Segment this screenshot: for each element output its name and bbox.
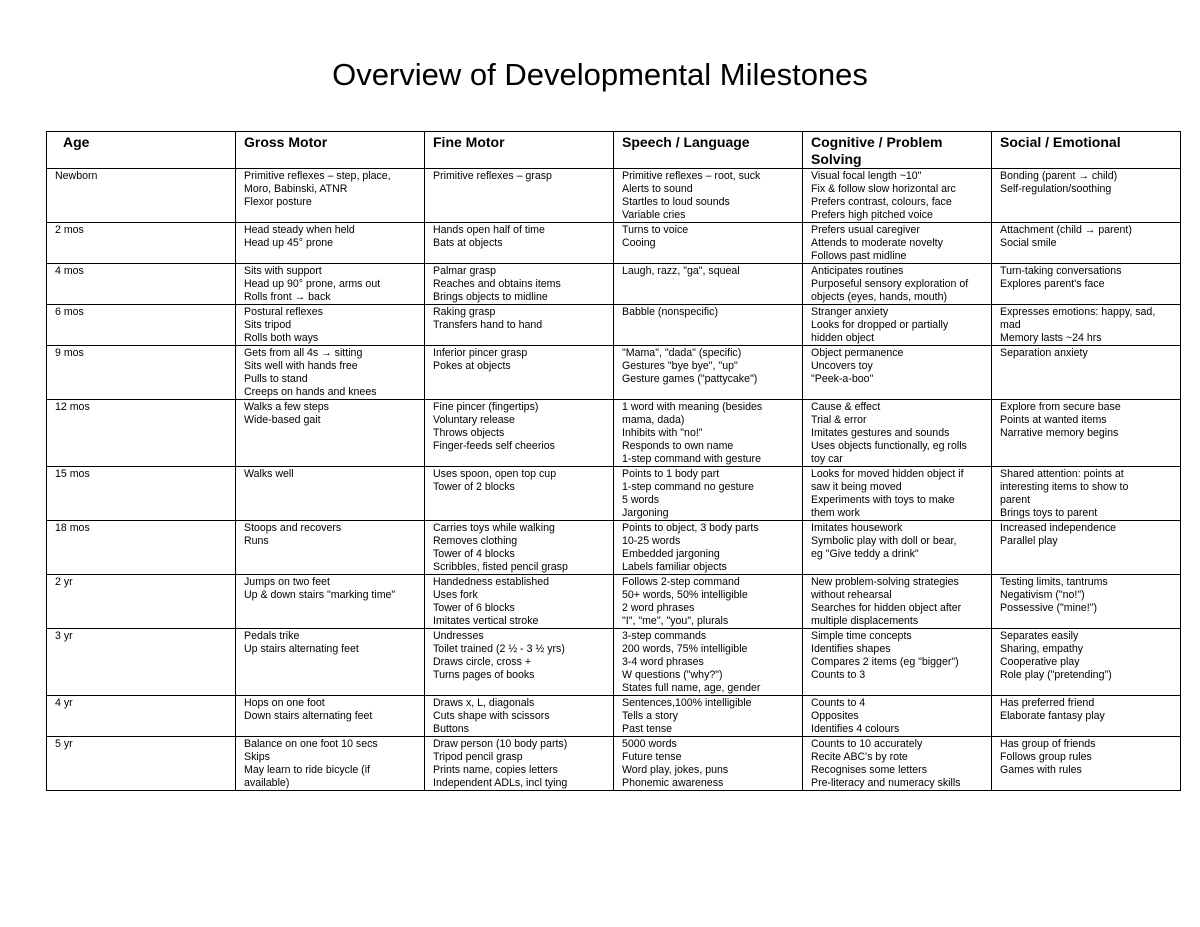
cell-line: Walks well (244, 468, 294, 480)
cell-line: Self-regulation/soothing (1000, 183, 1112, 195)
table-row (47, 169, 1181, 223)
cell-line: Stoops and recovers (244, 522, 342, 534)
cell-line: interesting items to show to (1000, 481, 1129, 493)
cell-line: Separation anxiety (1000, 347, 1088, 359)
cell-line: Uses objects functionally, eg rolls (811, 440, 967, 452)
fine-motor-cell (425, 629, 614, 696)
gross-motor-cell (236, 521, 425, 575)
cell-line: Babble (nonspecific) (622, 306, 718, 318)
cell-line: Rolls both ways (244, 332, 319, 344)
cell-line: "I", "me", "you", plurals (622, 615, 729, 627)
cell-line: Reaches and obtains items (433, 278, 561, 290)
cell-line: Pokes at objects (433, 360, 511, 372)
age-cell: 15 mos (47, 467, 236, 521)
header-age: Age (47, 132, 236, 169)
fine-motor-cell (425, 346, 614, 400)
table-row (47, 346, 1181, 400)
cell-line: without rehearsal (811, 589, 892, 601)
cell-line: Laugh, razz, "ga", squeal (622, 265, 740, 277)
cell-line: Prefers high pitched voice (811, 209, 933, 221)
cell-line: States full name, age, gender (622, 682, 761, 694)
social-emotional-cell (992, 264, 1181, 305)
cell-line: Opposites (811, 710, 859, 722)
cell-line: Tower of 6 blocks (433, 602, 515, 614)
cell-line: Buttons (433, 723, 469, 735)
cell-line: Symbolic play with doll or bear, (811, 535, 957, 547)
cell-line: Gets from all 4s → sitting (244, 347, 363, 359)
cell-line: Cooperative play (1000, 656, 1080, 668)
cell-line: mama, dada) (622, 414, 685, 426)
speech-language-cell (614, 305, 803, 346)
cell-line: Creeps on hands and knees (244, 386, 377, 398)
cell-line: Bonding (parent → child) (1000, 170, 1118, 182)
cell-line: Pedals trike (244, 630, 300, 642)
cell-line: Head steady when held (244, 224, 355, 236)
age-cell: 9 mos (47, 346, 236, 400)
cell-line: Cooing (622, 237, 656, 249)
social-emotional-cell (992, 346, 1181, 400)
table-body (47, 169, 1181, 791)
cell-line: Role play ("pretending") (1000, 669, 1112, 681)
cell-line: Runs (244, 535, 269, 547)
cell-line: Inferior pincer grasp (433, 347, 528, 359)
cell-line: Cause & effect (811, 401, 881, 413)
cell-line: Undresses (433, 630, 484, 642)
social-emotional-cell (992, 696, 1181, 737)
cell-line: 2 word phrases (622, 602, 695, 614)
cell-line: Alerts to sound (622, 183, 693, 195)
speech-language-cell (614, 629, 803, 696)
fine-motor-cell (425, 575, 614, 629)
age-cell: 18 mos (47, 521, 236, 575)
table-row (47, 400, 1181, 467)
gross-motor-cell (236, 400, 425, 467)
cognitive-cell (803, 169, 992, 223)
cell-line: 200 words, 75% intelligible (622, 643, 748, 655)
cell-line: Games with rules (1000, 764, 1082, 776)
cell-line: Counts to 4 (811, 697, 866, 709)
cell-line: Turns pages of books (433, 669, 535, 681)
age-cell: 6 mos (47, 305, 236, 346)
age-cell: Newborn (47, 169, 236, 223)
header-row (47, 132, 1181, 169)
cell-line: Independent ADLs, incl tying (433, 777, 568, 789)
cell-line: Tripod pencil grasp (433, 751, 523, 763)
speech-language-cell (614, 346, 803, 400)
fine-motor-cell (425, 737, 614, 791)
cell-line: Embedded jargoning (622, 548, 720, 560)
cell-line: Points at wanted items (1000, 414, 1107, 426)
table-row (47, 575, 1181, 629)
fine-motor-cell (425, 223, 614, 264)
cell-line: Sits well with hands free (244, 360, 358, 372)
age-cell: 2 yr (47, 575, 236, 629)
table-row (47, 467, 1181, 521)
cognitive-cell (803, 400, 992, 467)
cognitive-cell (803, 264, 992, 305)
cell-line: Compares 2 items (eg "bigger") (811, 656, 959, 668)
cell-line: Prefers usual caregiver (811, 224, 920, 236)
header-gross-motor: Gross Motor (236, 132, 425, 169)
cell-line: saw it being moved (811, 481, 902, 493)
cell-line: objects (eyes, hands, mouth) (811, 291, 948, 303)
cell-line: Startles to loud sounds (622, 196, 730, 208)
cell-line: 10-25 words (622, 535, 681, 547)
cell-line: Transfers hand to hand (433, 319, 543, 331)
cell-line: Prefers contrast, colours, face (811, 196, 952, 208)
cell-line: Imitates housework (811, 522, 903, 534)
cognitive-cell (803, 521, 992, 575)
cell-line: Voluntary release (433, 414, 515, 426)
cell-line: Purposeful sensory exploration of (811, 278, 969, 290)
cell-line: 1 word with meaning (besides (622, 401, 763, 413)
cell-line: Attends to moderate novelty (811, 237, 943, 249)
gross-motor-cell (236, 629, 425, 696)
cell-line: Head up 45° prone (244, 237, 334, 249)
cell-line: Explores parent's face (1000, 278, 1105, 290)
cell-line: Sentences,100% intelligible (622, 697, 752, 709)
cell-line: Draw person (10 body parts) (433, 738, 568, 750)
cell-line: Primitive reflexes – step, place, (244, 170, 391, 182)
cell-line: Finger-feeds self cheerios (433, 440, 555, 452)
cell-line: Recognises some letters (811, 764, 927, 776)
fine-motor-cell (425, 305, 614, 346)
cell-line: Turns to voice (622, 224, 689, 236)
cell-line: Fix & follow slow horizontal arc (811, 183, 956, 195)
cell-line: Brings toys to parent (1000, 507, 1098, 519)
cell-line: Brings objects to midline (433, 291, 548, 303)
cell-line: "Peek-a-boo" (811, 373, 874, 385)
table-row (47, 696, 1181, 737)
cell-line: Postural reflexes (244, 306, 323, 318)
cell-line: Trial & error (811, 414, 867, 426)
cell-line: Has preferred friend (1000, 697, 1095, 709)
header-speech-language: Speech / Language (614, 132, 803, 169)
cell-line: Negativism ("no!") (1000, 589, 1085, 601)
cognitive-cell (803, 223, 992, 264)
cell-line: Handedness established (433, 576, 550, 588)
fine-motor-cell (425, 521, 614, 575)
cell-line: 3-4 word phrases (622, 656, 704, 668)
cell-line: Primitive reflexes – root, suck (622, 170, 761, 182)
table-row (47, 223, 1181, 264)
cell-line: Anticipates routines (811, 265, 904, 277)
gross-motor-cell (236, 696, 425, 737)
cognitive-cell (803, 467, 992, 521)
cell-line: Looks for moved hidden object if (811, 468, 964, 480)
cell-line: Sharing, empathy (1000, 643, 1084, 655)
cognitive-cell (803, 737, 992, 791)
cell-line: Uncovers toy (811, 360, 873, 372)
cell-line: Head up 90° prone, arms out (244, 278, 381, 290)
cell-line: Turn-taking conversations (1000, 265, 1122, 277)
cell-line: 5 words (622, 494, 660, 506)
cell-line: New problem-solving strategies (811, 576, 959, 588)
cell-line: Expresses emotions: happy, sad, (1000, 306, 1156, 318)
cell-line: 5000 words (622, 738, 677, 750)
cell-line: Rolls front → back (244, 291, 331, 303)
header-fine-motor: Fine Motor (425, 132, 614, 169)
cognitive-cell (803, 629, 992, 696)
speech-language-cell (614, 696, 803, 737)
cell-line: Inhibits with "no!" (622, 427, 703, 439)
cell-line: Prints name, copies letters (433, 764, 558, 776)
table-row (47, 737, 1181, 791)
cell-line: Uses spoon, open top cup (433, 468, 557, 480)
fine-motor-cell (425, 467, 614, 521)
cell-line: Walks a few steps (244, 401, 329, 413)
cell-line: Fine pincer (fingertips) (433, 401, 539, 413)
cell-line: 1-step command no gesture (622, 481, 754, 493)
table-row (47, 521, 1181, 575)
cell-line: Carries toys while walking (433, 522, 555, 534)
social-emotional-cell (992, 223, 1181, 264)
cell-line: Wide-based gait (244, 414, 321, 426)
cell-line: multiple displacements (811, 615, 919, 627)
table-row (47, 305, 1181, 346)
cell-line: Identifies shapes (811, 643, 891, 655)
speech-language-cell (614, 737, 803, 791)
cell-line: Responds to own name (622, 440, 734, 452)
cognitive-cell (803, 305, 992, 346)
cell-line: Future tense (622, 751, 682, 763)
cell-line: 50+ words, 50% intelligible (622, 589, 748, 601)
cell-line: Follows 2-step command (622, 576, 740, 588)
gross-motor-cell (236, 737, 425, 791)
cell-line: Hands open half of time (433, 224, 545, 236)
social-emotional-cell (992, 169, 1181, 223)
cell-line: Up & down stairs "marking time" (244, 589, 396, 601)
gross-motor-cell (236, 264, 425, 305)
cell-line: Up stairs alternating feet (244, 643, 359, 655)
cell-line: Testing limits, tantrums (1000, 576, 1108, 588)
cell-line: Jumps on two feet (244, 576, 330, 588)
speech-language-cell (614, 264, 803, 305)
cell-line: May learn to ride bicycle (if (244, 764, 370, 776)
cell-line: Shared attention: points at (1000, 468, 1124, 480)
cell-line: Jargoning (622, 507, 669, 519)
cognitive-cell (803, 696, 992, 737)
gross-motor-cell (236, 467, 425, 521)
table-row (47, 629, 1181, 696)
cell-line: Recite ABC's by rote (811, 751, 908, 763)
cell-line: Skips (244, 751, 270, 763)
cell-line: Draws circle, cross + (433, 656, 532, 668)
cell-line: Cuts shape with scissors (433, 710, 550, 722)
cell-line: Word play, jokes, puns (622, 764, 729, 776)
cell-line: Pre-literacy and numeracy skills (811, 777, 961, 789)
cell-line: Parallel play (1000, 535, 1058, 547)
cell-line: Attachment (child → parent) (1000, 224, 1132, 236)
cell-line: Increased independence (1000, 522, 1117, 534)
age-cell: 2 mos (47, 223, 236, 264)
cell-line: Experiments with toys to make (811, 494, 955, 506)
cell-line: Sits tripod (244, 319, 292, 331)
header-social-emotional: Social / Emotional (992, 132, 1181, 169)
cell-line: Elaborate fantasy play (1000, 710, 1105, 722)
cell-line: Balance on one foot 10 secs (244, 738, 378, 750)
cell-line: Imitates vertical stroke (433, 615, 539, 627)
cell-line: Visual focal length ~10" (811, 170, 922, 182)
social-emotional-cell (992, 305, 1181, 346)
age-cell: 4 yr (47, 696, 236, 737)
cell-line: Stranger anxiety (811, 306, 889, 318)
social-emotional-cell (992, 521, 1181, 575)
cell-line: 1-step command with gesture (622, 453, 761, 465)
cell-line: toy car (811, 453, 843, 465)
cell-line: Looks for dropped or partially (811, 319, 949, 331)
cell-line: Separates easily (1000, 630, 1079, 642)
cell-line: Raking grasp (433, 306, 496, 318)
header-cognitive: Cognitive / Problem Solving (803, 132, 992, 169)
cell-line: Points to 1 body part (622, 468, 720, 480)
cell-line: Follows group rules (1000, 751, 1092, 763)
cell-line: Identifies 4 colours (811, 723, 900, 735)
cognitive-cell (803, 575, 992, 629)
fine-motor-cell (425, 696, 614, 737)
social-emotional-cell (992, 467, 1181, 521)
cell-line: "Mama", "dada" (specific) (622, 347, 742, 359)
cell-line: Tells a story (622, 710, 678, 722)
fine-motor-cell (425, 400, 614, 467)
cell-line: Counts to 3 (811, 669, 866, 681)
cell-line: available) (244, 777, 290, 789)
cell-line: mad (1000, 319, 1021, 331)
age-cell: 12 mos (47, 400, 236, 467)
cell-line: W questions ("why?") (622, 669, 723, 681)
age-cell: 3 yr (47, 629, 236, 696)
table-row (47, 264, 1181, 305)
cell-line: 3-step commands (622, 630, 707, 642)
cell-line: Object permanence (811, 347, 904, 359)
speech-language-cell (614, 467, 803, 521)
cell-line: Points to object, 3 body parts (622, 522, 759, 534)
milestones-table (46, 131, 1181, 791)
cell-line: Down stairs alternating feet (244, 710, 373, 722)
gross-motor-cell (236, 346, 425, 400)
cell-line: Has group of friends (1000, 738, 1096, 750)
cell-line: Toilet trained (2 ½ - 3 ½ yrs) (433, 643, 565, 655)
cell-line: parent (1000, 494, 1031, 506)
speech-language-cell (614, 169, 803, 223)
age-cell: 5 yr (47, 737, 236, 791)
cell-line: Tower of 2 blocks (433, 481, 515, 493)
cell-line: Memory lasts ~24 hrs (1000, 332, 1102, 344)
gross-motor-cell (236, 575, 425, 629)
speech-language-cell (614, 521, 803, 575)
cell-line: Pulls to stand (244, 373, 308, 385)
cell-line: hidden object (811, 332, 875, 344)
cell-line: Bats at objects (433, 237, 503, 249)
social-emotional-cell (992, 737, 1181, 791)
cell-line: Social smile (1000, 237, 1057, 249)
cell-line: Follows past midline (811, 250, 907, 262)
cell-line: Throws objects (433, 427, 505, 439)
cell-line: Labels familiar objects (622, 561, 727, 573)
gross-motor-cell (236, 305, 425, 346)
cell-line: Variable cries (622, 209, 686, 221)
cell-line: them work (811, 507, 860, 519)
cell-line: Primitive reflexes – grasp (433, 170, 552, 182)
cell-line: Tower of 4 blocks (433, 548, 515, 560)
cell-line: Hops on one foot (244, 697, 325, 709)
cell-line: Simple time concepts (811, 630, 912, 642)
cell-line: Explore from secure base (1000, 401, 1121, 413)
cell-line: Possessive ("mine!") (1000, 602, 1098, 614)
cell-line: Removes clothing (433, 535, 518, 547)
cell-line: Gesture games ("pattycake") (622, 373, 758, 385)
speech-language-cell (614, 223, 803, 264)
cell-line: Uses fork (433, 589, 478, 601)
cell-line: Imitates gestures and sounds (811, 427, 950, 439)
cell-line: Narrative memory begins (1000, 427, 1119, 439)
page-title: Overview of Developmental Milestones (332, 57, 868, 92)
cell-line: Sits with support (244, 265, 322, 277)
speech-language-cell (614, 400, 803, 467)
cell-line: Draws x, L, diagonals (433, 697, 535, 709)
cell-line: Moro, Babinski, ATNR (244, 183, 348, 195)
cell-line: Palmar grasp (433, 265, 496, 277)
speech-language-cell (614, 575, 803, 629)
cell-line: Searches for hidden object after (811, 602, 962, 614)
cell-line: Counts to 10 accurately (811, 738, 923, 750)
social-emotional-cell (992, 575, 1181, 629)
cell-line: Scribbles, fisted pencil grasp (433, 561, 568, 573)
cell-line: Flexor posture (244, 196, 312, 208)
age-cell: 4 mos (47, 264, 236, 305)
cell-line: Gestures "bye bye", "up" (622, 360, 738, 372)
fine-motor-cell (425, 169, 614, 223)
gross-motor-cell (236, 223, 425, 264)
cognitive-cell (803, 346, 992, 400)
social-emotional-cell (992, 400, 1181, 467)
cell-line: eg "Give teddy a drink" (811, 548, 919, 560)
cell-line: Phonemic awareness (622, 777, 724, 789)
gross-motor-cell (236, 169, 425, 223)
social-emotional-cell (992, 629, 1181, 696)
fine-motor-cell (425, 264, 614, 305)
cell-line: Past tense (622, 723, 673, 735)
